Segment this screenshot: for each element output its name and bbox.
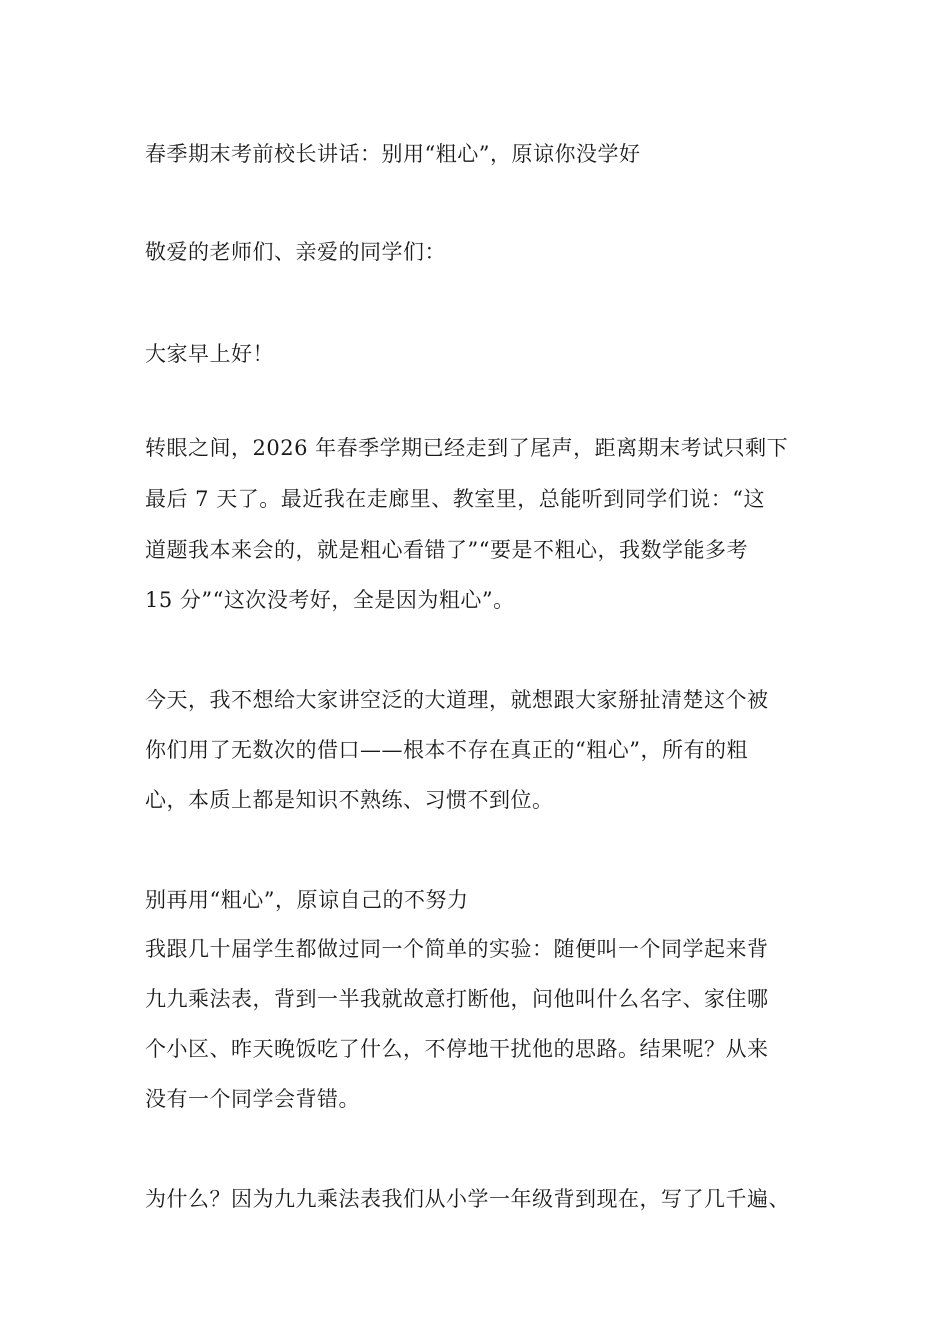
- paragraph-line: 我跟几十届学生都做过同一个简单的实验：随便叫一个同学起来背: [145, 937, 769, 961]
- paragraph-line: 最后 7 天了。最近我在走廊里、教室里，总能听到同学们说：“这: [145, 487, 765, 511]
- paragraph-line: 心，本质上都是知识不熟练、习惯不到位。: [145, 788, 554, 812]
- salutation: 敬爱的老师们、亲爱的同学们：: [145, 240, 446, 264]
- greeting: 大家早上好！: [145, 342, 274, 366]
- paragraph-line: 没有一个同学会背错。: [145, 1087, 360, 1111]
- paragraph-line: 今天，我不想给大家讲空泛的大道理，就想跟大家掰扯清楚这个被: [145, 688, 769, 712]
- paragraph-line: 个小区、昨天晚饭吃了什么，不停地干扰他的思路。结果呢？从来: [145, 1037, 769, 1061]
- paragraph-line: 道题我本来会的，就是粗心看错了”“要是不粗心，我数学能多考: [145, 538, 748, 562]
- paragraph-line: 为什么？因为九九乘法表我们从小学一年级背到现在，写了几千遍、: [145, 1187, 790, 1211]
- paragraph-line: 转眼之间，2026 年春季学期已经走到了尾声，距离期末考试只剩下: [145, 436, 789, 460]
- paragraph-line: 九九乘法表，背到一半我就故意打断他，问他叫什么名字、家住哪: [145, 987, 769, 1011]
- document-title: 春季期末考前校长讲话：别用“粗心”，原谅你没学好: [145, 142, 641, 166]
- section-heading: 别再用“粗心”，原谅自己的不努力: [145, 888, 469, 912]
- paragraph-line: 15 分”“这次没考好，全是因为粗心”。: [145, 588, 515, 612]
- paragraph-line: 你们用了无数次的借口——根本不存在真正的“粗心”，所有的粗: [145, 738, 748, 762]
